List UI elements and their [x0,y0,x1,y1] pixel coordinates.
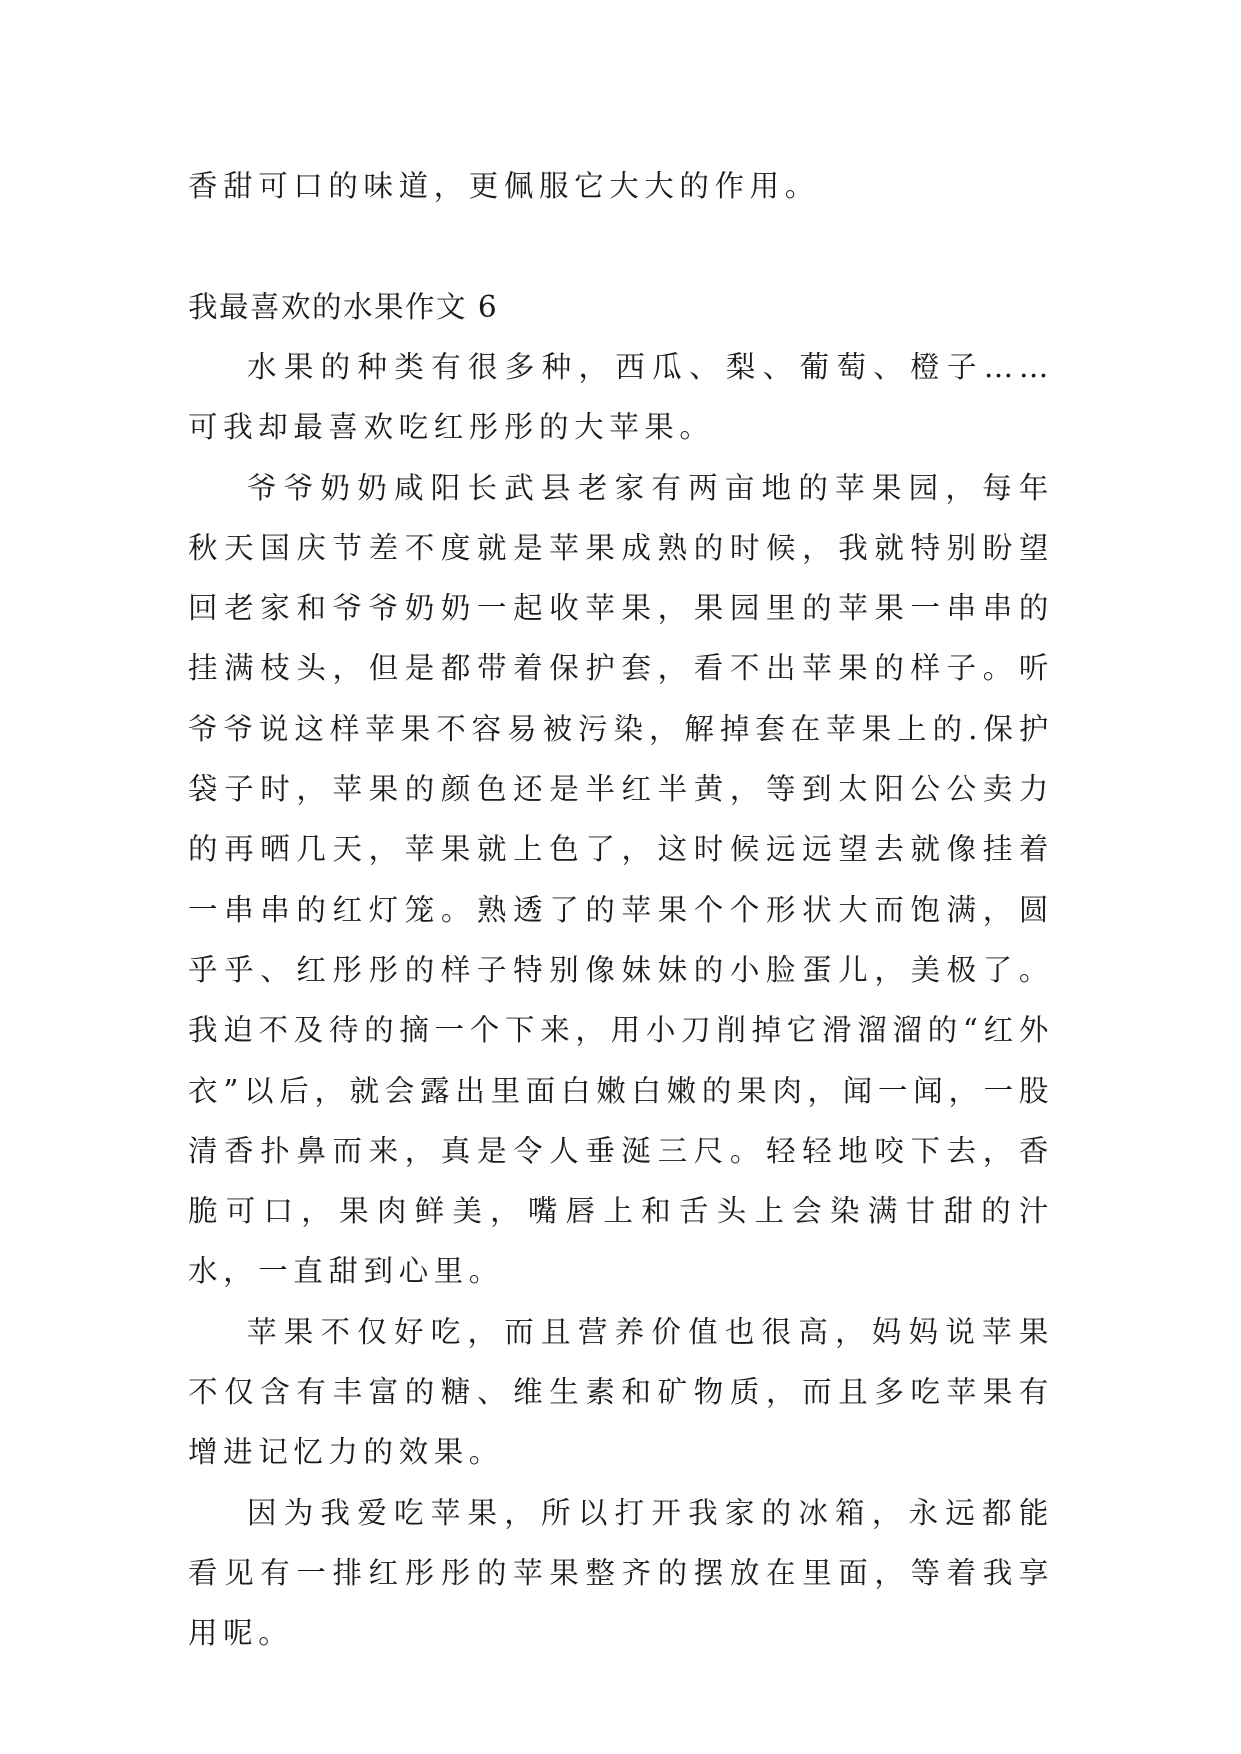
paragraph-4: 因为我爱吃苹果，所以打开我家的冰箱，永远都能看见有一排红彤彤的苹果整齐的摆放在里面，等着我享用呢。 [188,1495,1054,1651]
paragraph-2: 爷爷奶奶咸阳长武县老家有两亩地的苹果园，每年秋天国庆节差不度就是苹果成熟的时候，我就特别盼望回老家和爷爷奶奶一起收苹果，果园里的苹果一串串的挂满枝头，但是都带着保护套，看不出苹果的样子。听爷爷说这样苹果不容易被污染，解掉套在苹果上的.保护袋子时，苹果的颜色还是半红半黄，等到太阳公公卖力的再晒几天，苹果就上色了，这时候远远望去就像挂着一串串的红灯笼。熟透了的苹果个个形状大而饱满，圆乎乎、红彤彤的样子特别像妹妹的小脸蛋儿，美极了。我迫不及待的摘一个下来，用小刀削掉它滑溜溜的“红外衣”以后，就会露出里面白嫩白嫩的果肉，闻一闻，一股清香扑鼻而来，真是令人垂涎三尺。轻轻地咬下去，香脆可口，果肉鲜美，嘴唇上和舌头上会染满甘甜的汁水，一直甜到心里。 [188,470,1054,1289]
paragraph-3: 苹果不仅好吃，而且营养价值也很高，妈妈说苹果不仅含有丰富的糖、维生素和矿物质，而且多吃苹果有增进记忆力的效果。 [188,1314,1054,1470]
carry-over-line: 香甜可口的味道，更佩服它大大的作用。 [188,169,820,203]
article-body [188,337,1054,1664]
article-title: 我最喜欢的水果作文 6 [188,290,499,324]
paragraph-1: 水果的种类有很多种，西瓜、梨、葡萄、橙子……可我却最喜欢吃红彤彤的大苹果。 [188,350,1054,445]
